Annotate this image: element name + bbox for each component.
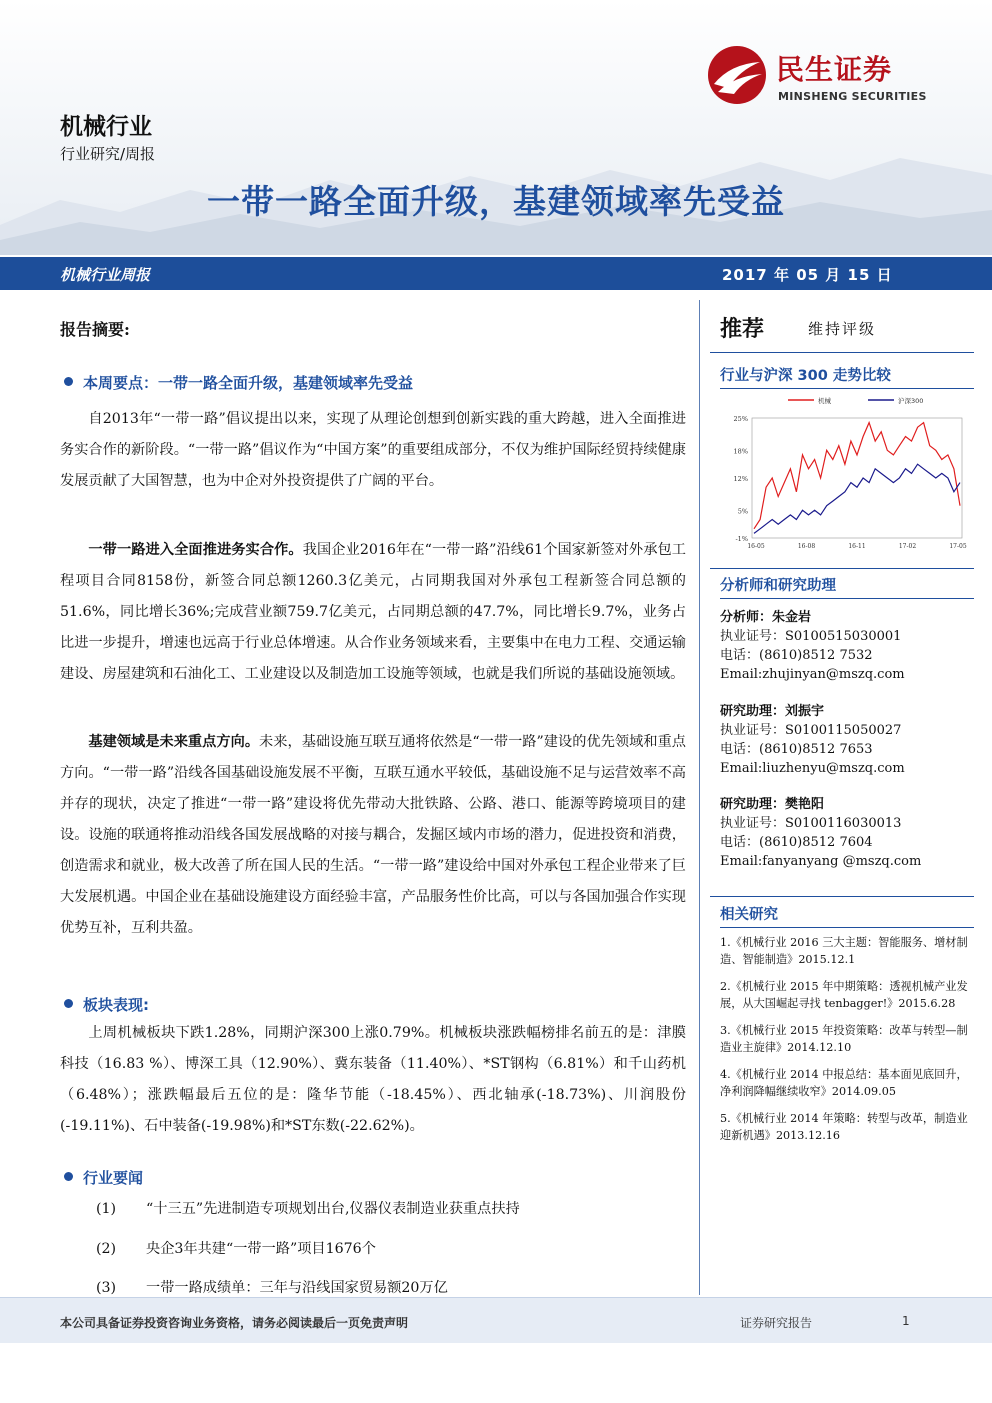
analyst-block	[720, 608, 905, 684]
chart-heading: 行业与沪深 300 走势比较	[720, 364, 974, 389]
x-tick-label: 17-05	[949, 543, 967, 550]
report-title: 一带一路全面升级，基建领域率先受益	[207, 182, 785, 221]
news-item: (2) 央企3年共建“一带一路”项目1676个	[96, 1241, 376, 1257]
summary-title: 报告摘要:	[60, 320, 130, 339]
analyst-name: 研究助理：刘振宇	[720, 704, 825, 719]
analyst-name: 分析师：朱金岩	[720, 610, 812, 625]
minsheng-logo-icon	[706, 44, 768, 106]
rating-status: 维持评级	[808, 320, 877, 338]
section-key-points: 本周要点：一带一路全面升级，基建领域率先受益	[64, 372, 413, 393]
related-heading: 相关研究	[720, 903, 974, 928]
paragraph-lead: 一带一路进入全面推进务实合作。	[88, 542, 303, 558]
industry-name: 机械行业	[60, 114, 152, 140]
report-bar	[0, 257, 992, 290]
page-footer	[0, 1297, 992, 1343]
y-tick-label: 12%	[733, 475, 748, 483]
analyst-phone: 电话：(8610)8512 7532	[720, 648, 873, 663]
related-item: 5.《机械行业 2014 年策略：转型与改革，制造业迎新机遇》2013.12.16	[720, 1112, 968, 1142]
paragraph-cooperation: 一带一路进入全面推进务实合作。我国企业2016年在“一带一路”沿线61个国家新签对外承包工程项目合同8158份，新签合同总额1260.3亿美元，占同期我国对外承包工程新签合同总额的51.6%，同比增长36%;完成营业额759.7亿美元，占同期总额的47.7%，同比增长9.7%，业务占比进一步提升，增速也远高于行业总体增速。从合作业务领域来看，主要集中在电力工程、交通运输建设、房屋建筑和石油化工、工业建设以及制造加工设施等领域，也就是我们所说的基础设施领域。	[60, 542, 686, 682]
trend-chart	[718, 388, 974, 554]
y-tick-label: -1%	[735, 535, 748, 543]
analyst-block	[720, 702, 905, 778]
analyst-email[interactable]: Email:fanyanyang @mszq.com	[720, 854, 922, 869]
analyst-block	[720, 795, 921, 871]
related-item: 3.《机械行业 2015 年投资策略：改革与转型—制造业主旋律》2014.12.10	[720, 1024, 968, 1054]
divider	[710, 896, 974, 897]
report-series: 机械行业周报	[60, 266, 151, 284]
divider	[710, 568, 974, 569]
related-item: 1.《机械行业 2016 三大主题：智能服务、增材制造、智能制造》2015.12.1	[720, 936, 968, 966]
x-tick-label: 17-02	[898, 543, 917, 550]
bullet-icon	[64, 1172, 73, 1181]
report-type: 行业研究/周报	[60, 145, 156, 163]
analyst-heading: 分析师和研究助理	[720, 574, 974, 599]
analyst-cert: 执业证号：S0100515030001	[720, 629, 902, 644]
paragraph-lead: 基建领域是未来重点方向。	[88, 734, 260, 750]
column-divider	[699, 300, 700, 1295]
paragraph-performance: 上周机械板块下跌1.28%，同期沪深300上涨0.79%。机械板块涨跌幅榜排名前五的是：津膜科技（16.83 %）、博深工具（12.90%）、冀东装备（11.40%）、*ST钢构（6.81%）和千山药机（6.48%）；涨跌幅最后五位的是：隆华节能（-18.45%）、西北轴承(-18.73%)、川润股份(-19.11%)、石中装备(-19.98%)和*ST东数(-22.62%)。	[60, 1025, 686, 1134]
logo-text-cn: 民生证券	[776, 53, 893, 86]
y-tick-label: 18%	[733, 447, 748, 456]
paragraph-intro: 自2013年“一带一路”倡议提出以来，实现了从理论创想到创新实践的重大跨越，进入全面推进务实合作的新阶段。“一带一路”倡议作为“中国方案”的重要组成部分，不仅为维护国际经贸持续健康发展贡献了大国智慧，也为中企对外投资提供了广阔的平台。	[60, 411, 686, 489]
company-logo	[706, 44, 946, 114]
section-sector-performance: 板块表现:	[64, 994, 149, 1015]
y-tick-label: 5%	[737, 507, 748, 516]
analyst-email[interactable]: Email:zhujinyan@mszq.com	[720, 667, 905, 682]
analyst-phone: 电话：(8610)8512 7653	[720, 742, 873, 757]
news-item: (3) 一带一路成绩单：三年与沿线国家贸易额20万亿	[96, 1280, 448, 1296]
related-item: 4.《机械行业 2014 中报总结：基本面见底回升，净利润降幅继续收窄》2014.09.05	[720, 1068, 968, 1098]
related-research-list	[720, 934, 978, 1154]
bullet-icon	[64, 377, 73, 386]
analyst-phone: 电话：(8610)8512 7604	[720, 835, 873, 850]
analyst-name: 研究助理：樊艳阳	[720, 797, 825, 812]
analyst-cert: 执业证号：S0100115050027	[720, 723, 902, 738]
legend-label: 沪深300	[898, 397, 924, 405]
disclaimer-note: 本公司具备证券投资咨询业务资格，请务必阅读最后一页免责声明	[60, 1316, 409, 1330]
series-line-hs300	[754, 464, 960, 533]
analyst-cert: 执业证号：S0100116030013	[720, 816, 902, 831]
y-tick-label: 25%	[733, 415, 748, 423]
legend-label: 机械	[818, 397, 831, 405]
logo-text-en: MINSHENG SECURITIES	[778, 90, 927, 103]
report-date: 2017 年 05 月 15 日	[722, 266, 893, 284]
report-header	[0, 0, 992, 255]
analyst-email[interactable]: Email:liuzhenyu@mszq.com	[720, 761, 905, 776]
page-number: 1	[902, 1314, 910, 1328]
news-item: (1) “十三五”先进制造专项规划出台,仪器仪表制造业获重点扶持	[96, 1201, 520, 1217]
x-tick-label: 16-05	[747, 543, 765, 550]
bullet-icon	[64, 999, 73, 1008]
section-industry-news: 行业要闻	[64, 1167, 143, 1188]
x-tick-label: 16-11	[848, 543, 866, 550]
rating: 推荐	[720, 317, 765, 342]
x-tick-label: 16-08	[797, 543, 816, 550]
footer-label: 证券研究报告	[740, 1316, 813, 1330]
divider	[710, 352, 974, 353]
paragraph-infrastructure: 基建领域是未来重点方向。未来，基础设施互联互通将依然是“一带一路”建设的优先领域和重点方向。“一带一路”沿线各国基础设施发展不平衡，互联互通水平较低，基础设施不足与运营效率不高并存的现状，决定了推进“一带一路”建设将优先带动大批铁路、公路、港口、能源等跨境项目的建设。设施的联通将推动沿线各国发展战略的对接与耦合，发掘区域内市场的潜力，促进投资和消费，创造需求和就业，极大改善了所在国人民的生活。“一带一路”建设给中国对外承包工程企业带来了巨大发展机遇。中国企业在基础设施建设方面经验丰富，产品服务性价比高，可以与各国加强合作实现优势互补，互利共盈。	[60, 734, 686, 936]
series-line-jixie	[754, 423, 960, 529]
related-item: 2.《机械行业 2015 年中期策略：透视机械产业发展，从大国崛起寻找 tenbagger!》2015.6.28	[720, 980, 968, 1010]
